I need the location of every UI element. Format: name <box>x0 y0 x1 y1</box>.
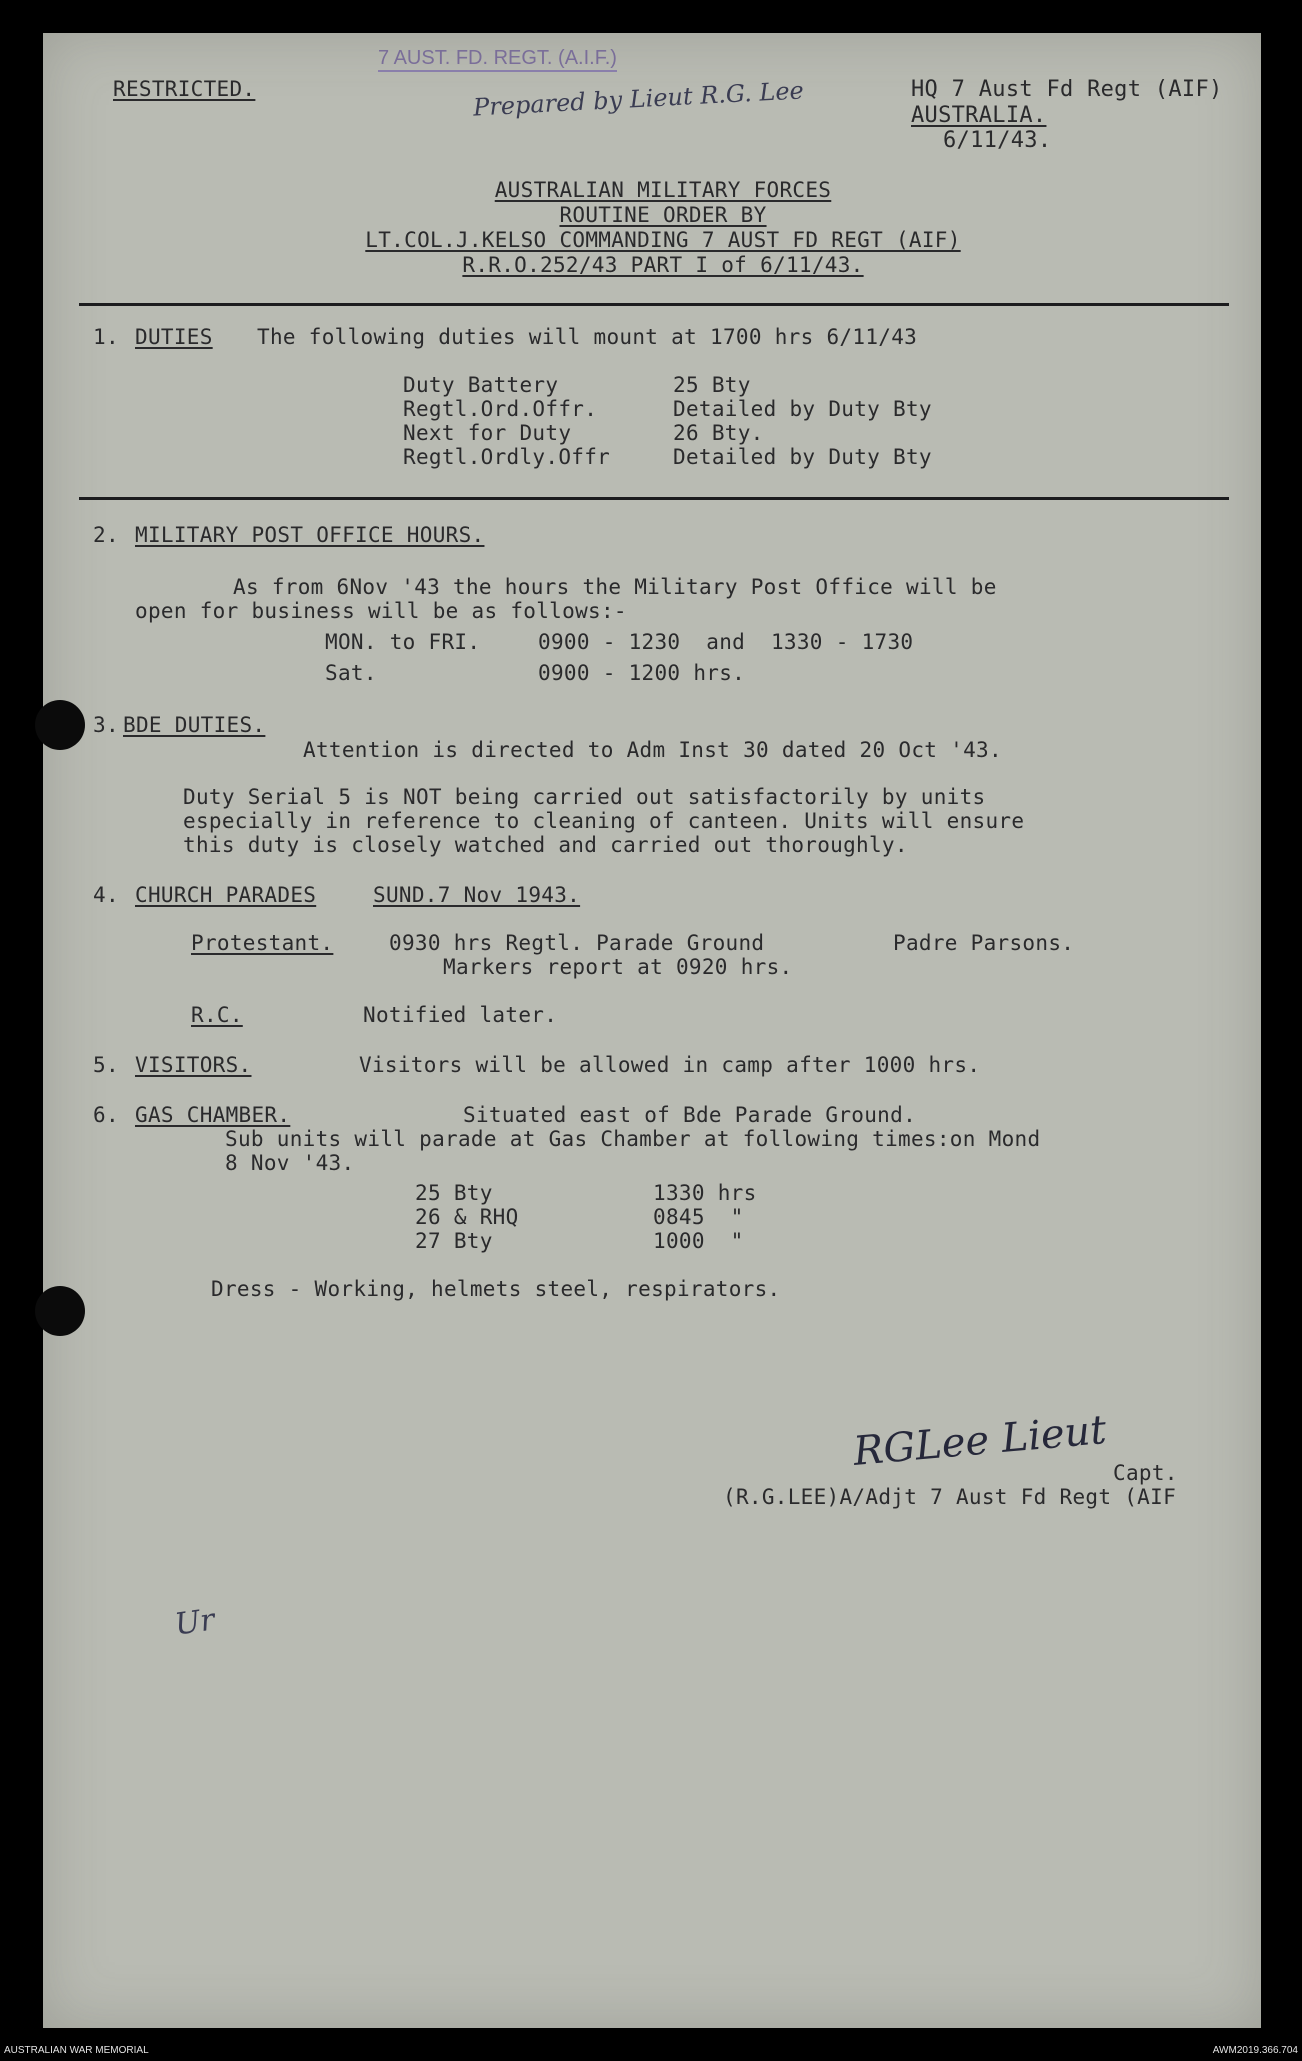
title-line1: AUSTRALIAN MILITARY FORCES <box>494 178 832 202</box>
divider-rule <box>79 497 1229 500</box>
hq-address-line2: AUSTRALIA. <box>911 103 1047 128</box>
duty-value: Detailed by Duty Bty <box>673 397 932 421</box>
protestant-text: 0930 hrs Regtl. Parade Ground <box>389 931 765 955</box>
signature-rank: Capt. <box>1113 1461 1178 1485</box>
document-page <box>43 33 1261 2028</box>
protestant-label: Protestant. <box>191 931 334 955</box>
section2-heading: MILITARY POST OFFICE HOURS. <box>135 523 485 547</box>
restricted-label: RESTRICTED. <box>113 77 256 101</box>
section6-location: Situated east of Bde Parade Ground. <box>463 1103 917 1127</box>
section3-para3: this duty is closely watched and carried out thoroughly. <box>183 833 908 857</box>
footer-credit: AUSTRALIAN WAR MEMORIAL <box>4 2045 149 2056</box>
handwritten-initials: Ur <box>172 1602 217 1643</box>
section6-para2: 8 Nov '43. <box>225 1151 355 1175</box>
section6-number: 6. <box>93 1103 119 1127</box>
section4-date: SUND.7 Nov 1943. <box>373 883 581 907</box>
duty-label: Regtl.Ordly.Offr <box>403 445 611 469</box>
hours-time: 0900 - 1200 hrs. <box>538 661 746 685</box>
duty-value: 25 Bty <box>673 373 751 397</box>
section1-number: 1. <box>93 325 119 349</box>
handwritten-signature: RGLee Lieut <box>851 1407 1109 1475</box>
hours-time: 0900 - 1230 and 1330 - 1730 <box>538 630 914 654</box>
section2-number: 2. <box>93 523 119 547</box>
gas-unit: 26 & RHQ <box>415 1205 519 1229</box>
duty-value: 26 Bty. <box>673 421 764 445</box>
duty-label: Regtl.Ord.Offr. <box>403 397 598 421</box>
prepared-by-note: Prepared by Lieut R.G. Lee <box>472 76 805 122</box>
duty-label: Next for Duty <box>403 421 572 445</box>
hours-day: Sat. <box>325 661 377 685</box>
padre-name: Padre Parsons. <box>893 931 1075 955</box>
punch-hole <box>35 700 85 750</box>
duty-value: Detailed by Duty Bty <box>673 445 932 469</box>
signature-block: (R.G.LEE)A/Adjt 7 Aust Fd Regt (AIF <box>723 1485 1177 1509</box>
unit-stamp: 7 AUST. FD. REGT. (A.I.F.) <box>378 47 617 72</box>
dress-text: Dress - Working, helmets steel, respirators. <box>211 1277 781 1301</box>
footer-catalogue-number: AWM2019.366.704 <box>1212 2045 1298 2056</box>
title-line4: R.R.O.252/43 PART I of 6/11/43. <box>462 253 864 277</box>
section4-heading: CHURCH PARADES <box>135 883 317 907</box>
section6-heading: GAS CHAMBER. <box>135 1103 291 1127</box>
gas-unit: 27 Bty <box>415 1229 493 1253</box>
section3-para2: especially in reference to cleaning of canteen. Units will ensure <box>183 809 1025 833</box>
section5-number: 5. <box>93 1053 119 1077</box>
section3-para1: Duty Serial 5 is NOT being carried out satisfactorily by units <box>183 785 986 809</box>
gas-time: 1330 hrs <box>653 1181 757 1205</box>
section6-para1: Sub units will parade at Gas Chamber at following times:on Mond <box>225 1127 1041 1151</box>
section3-number: 3. <box>93 713 119 737</box>
divider-rule <box>79 303 1229 306</box>
rc-label: R.C. <box>191 1003 243 1027</box>
duty-label: Duty Battery <box>403 373 559 397</box>
section2-para2: open for business will be as follows:- <box>135 599 627 623</box>
section4-number: 4. <box>93 883 119 907</box>
section5-text: Visitors will be allowed in camp after 1000 hrs. <box>359 1053 981 1077</box>
gas-time: 0845 " <box>653 1205 744 1229</box>
title-line2: ROUTINE ORDER BY <box>559 203 767 227</box>
hq-address-line1: HQ 7 Aust Fd Regt (AIF) <box>911 77 1223 102</box>
gas-unit: 25 Bty <box>415 1181 493 1205</box>
hours-day: MON. to FRI. <box>325 630 481 654</box>
section1-heading: DUTIES <box>135 325 213 349</box>
markers-text: Markers report at 0920 hrs. <box>443 955 793 979</box>
section3-attention: Attention is directed to Adm Inst 30 dated 20 Oct '43. <box>303 738 1002 762</box>
rc-text: Notified later. <box>363 1003 558 1027</box>
section2-para1: As from 6Nov '43 the hours the Military Post Office will be <box>233 575 997 599</box>
punch-hole <box>35 1286 85 1336</box>
hq-date: 6/11/43. <box>943 128 1052 153</box>
gas-time: 1000 " <box>653 1229 744 1253</box>
section1-text: The following duties will mount at 1700 hrs 6/11/43 <box>257 325 918 349</box>
section3-heading: BDE DUTIES. <box>123 713 266 737</box>
title-line3: LT.COL.J.KELSO COMMANDING 7 AUST FD REGT (AIF) <box>365 228 961 252</box>
section5-heading: VISITORS. <box>135 1053 252 1077</box>
